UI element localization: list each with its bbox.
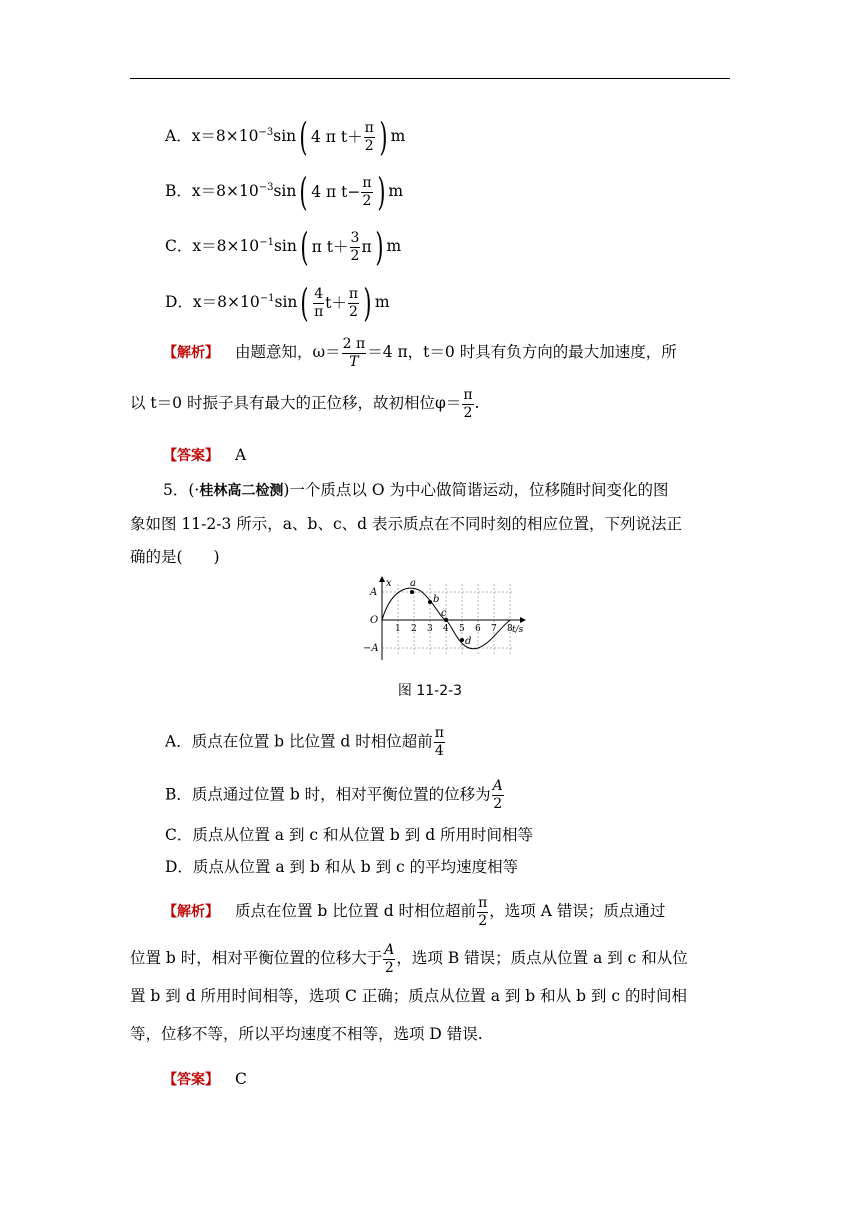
y-tick-neg-a: −A	[363, 643, 379, 654]
figure-11-2-3	[360, 574, 535, 664]
q5-stem: 5．(·桂林高二检测)一个质点以 O 为中心做简谐运动，位移随时间变化的图 象如图 11-2-3 所示，a、b、c、d 表示质点在不同时刻的相应位置，下列说法正 确的是( )	[130, 481, 682, 566]
q4-option-a: A．$x=8\times 10^{-3}\sin$ ( 4 π t＋ $\frac{\pi}{2}$ ) m	[165, 115, 406, 159]
x-tick: 4	[443, 624, 449, 634]
point-d: d	[465, 636, 472, 647]
q4-option-c: C．$x=8\times 10^{-1}\sin$ ( π t＋ $\frac{3}{2}$ π ) m	[165, 225, 402, 269]
q4-analysis: 【解析】 由题意知，ω＝ $\frac{2 \pi}{T}$ ＝4 π，t＝0 时具有负方向的最大加速度，所 以 t＝0 时振子具有最大的正位移，故初相位φ＝ $\frac{\pi}{2}$ .	[130, 335, 677, 421]
q5-analysis: 【解析】 质点在位置 b 比位置 d 时相位超前 $\frac{\pi}{2}$ ，选项 A 错误；质点通过 位置 b 时，相对平衡位置的位移大于 $\frac{A}{2}$ ，选项 B 错误；质点从位置 a 到 c 和从位 置 b 到 d 所用时间相等，选项 C 正确；质点从位置 a 到 b 和从 b 到 c 的时间相 等，位移不等，所以平均速度不相等，选项 D 错误.	[130, 894, 688, 1043]
q4-answer: 【答案】 A	[163, 446, 247, 464]
y-tick-o: O	[370, 615, 379, 626]
q5-option-d: D．质点从位置 a 到 b 和从 b 到 c 的平均速度相等	[165, 858, 519, 876]
q4-option-b: B．$x=8\times 10^{-3}\sin$ ( 4 π t− $\frac{\pi}{2}$ ) m	[165, 170, 404, 214]
q5-answer: 【答案】 C	[163, 1070, 247, 1088]
x-tick: 2	[411, 624, 417, 634]
answer-label: 【答案】	[163, 448, 219, 464]
point-b: b	[433, 594, 440, 605]
figure-caption: 图 11-2-3	[397, 683, 463, 699]
x-tick: 8	[507, 624, 513, 634]
x-tick: 5	[459, 624, 465, 634]
header-rule	[130, 78, 730, 79]
x-tick: 7	[491, 624, 497, 634]
x-tick: 1	[395, 624, 401, 634]
y-label: x	[386, 578, 392, 589]
x-label: t/s	[512, 625, 524, 635]
x-tick: 6	[475, 624, 481, 634]
x-tick: 3	[427, 624, 433, 634]
q5-option-c: C．质点从位置 a 到 c 和从位置 b 到 d 所用时间相等	[165, 826, 534, 844]
analysis-label: 【解析】	[163, 345, 219, 361]
answer-label: 【答案】	[163, 1072, 219, 1088]
q4-option-d: D．$x=8\times 10^{-1}\sin$ ( $\frac{4}{\pi}$ t＋ $\frac{\pi}{2}$ ) m	[165, 281, 390, 325]
q5-option-a: A．质点在位置 b 比位置 d 时相位超前 $\frac{\pi}{4}$	[165, 725, 444, 759]
point-c: c	[441, 608, 447, 619]
analysis-label: 【解析】	[163, 904, 219, 920]
y-tick-a: A	[370, 587, 378, 598]
q5-option-b: B．质点通过位置 b 时，相对平衡位置的位移为 $\frac{A}{2}$	[165, 778, 503, 812]
point-a: a	[410, 578, 416, 589]
